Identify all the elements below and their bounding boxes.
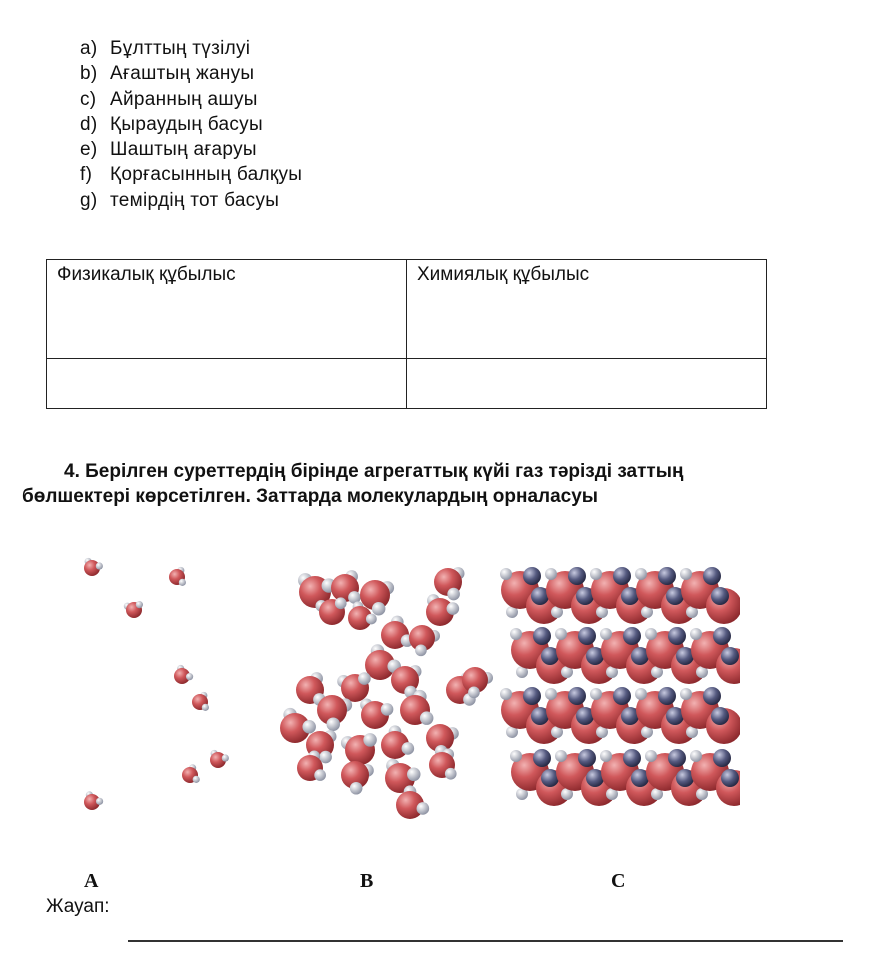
list-item: c) Айранның ашуы [80,88,258,110]
list-item: b) Ағаштың жануы [80,63,255,85]
answer-line[interactable] [128,940,843,942]
figure-c-label: C [611,870,626,892]
list-item: d) Қыраудың басуы [80,113,263,135]
hydrogen-atom [402,742,415,755]
hydrogen-atom [613,687,631,705]
hydrogen-atom [555,628,567,640]
table-row [47,359,767,409]
hydrogen-atom [202,704,209,711]
hydrogen-atom [358,672,371,685]
hydrogen-atom [658,567,676,585]
table-header-row [47,260,767,359]
question-4: 4. Берілген суреттердің бірінде агрегаттық күйі газ тәрізді заттың бөлшектері көрсетілген. Заттарда молекулардың орналасуы [22,461,684,507]
hydrogen-atom [590,688,602,700]
hydrogen-atom [314,769,326,781]
hydrogen-atom [523,567,541,585]
hydrogen-atom [366,614,377,625]
hydrogen-atom [523,687,541,705]
hydrogen-atom [623,627,641,645]
hydrogen-atom [193,776,200,783]
hydrogen-atom [407,768,421,782]
hydrogen-atom [668,627,686,645]
figure-c-solid [500,567,740,806]
hydrogen-atom [711,587,729,605]
hydrogen-atom [420,711,434,725]
hydrogen-atom [447,588,460,601]
chemical-answer-cell[interactable] [407,359,767,409]
phenomena-list [80,36,302,213]
hydrogen-atom [635,688,647,700]
hydrogen-atom [555,750,567,762]
hydrogen-atom [545,568,557,580]
hydrogen-atom [703,687,721,705]
hydrogen-atom [350,782,363,795]
hydrogen-atom [680,568,692,580]
hydrogen-atom [578,749,596,767]
hydrogen-atom [302,720,316,734]
hydrogen-atom [96,562,103,569]
hydrogen-atom [703,567,721,585]
hydrogen-atom [335,597,347,609]
hydrogen-atom [568,567,586,585]
hydrogen-atom [372,602,386,616]
hydrogen-atom [417,802,430,815]
hydrogen-atom [136,601,143,608]
hydrogen-atom [713,749,731,767]
hydrogen-atom [600,750,612,762]
answer-label: Жауап: [46,896,110,917]
hydrogen-atom [635,568,647,580]
list-item: g) темірдің тот басуы [80,189,280,211]
hydrogen-atom [623,749,641,767]
hydrogen-atom [600,628,612,640]
hydrogen-atom [721,647,739,665]
figure-a-label: A [84,870,99,892]
hydrogen-atom [510,628,522,640]
hydrogen-atom [179,579,186,586]
hydrogen-atom [445,768,457,780]
figure-b-label: B [360,870,374,892]
hydrogen-atom [96,798,103,805]
hydrogen-atom [680,688,692,700]
hydrogen-atom [363,733,377,747]
hydrogen-atom [645,628,657,640]
hydrogen-atom [415,644,427,656]
hydrogen-atom [690,628,702,640]
molecule-figures [70,550,740,835]
list-item: a) Бұлттың түзілуі [80,38,251,59]
hydrogen-atom [713,627,731,645]
hydrogen-atom [590,568,602,580]
list-item: f) Қорғасынның балқуы [80,164,303,186]
hydrogen-atom [613,567,631,585]
hydrogen-atom [381,703,394,716]
hydrogen-atom [468,686,480,698]
hydrogen-atom [510,750,522,762]
hydrogen-atom [721,769,739,787]
figure-a-gas [84,558,229,810]
physical-answer-cell[interactable] [47,359,407,409]
physical-phenomena-header: Физикалық құбылыс [47,260,407,359]
hydrogen-atom [222,754,229,761]
hydrogen-atom [533,627,551,645]
hydrogen-atom [668,749,686,767]
list-item: e) Шаштың ағаруы [80,139,257,161]
hydrogen-atom [568,687,586,705]
hydrogen-atom [578,627,596,645]
figure-b-liquid [280,567,493,819]
hydrogen-atom [645,750,657,762]
hydrogen-atom [447,602,460,615]
classification-table [46,259,767,409]
hydrogen-atom [711,707,729,725]
hydrogen-atom [326,717,340,731]
hydrogen-atom [500,688,512,700]
hydrogen-atom [690,750,702,762]
chemical-phenomena-header: Химиялық құбылыс [407,260,767,359]
hydrogen-atom [533,749,551,767]
hydrogen-atom [500,568,512,580]
hydrogen-atom [186,673,193,680]
hydrogen-atom [658,687,676,705]
hydrogen-atom [545,688,557,700]
